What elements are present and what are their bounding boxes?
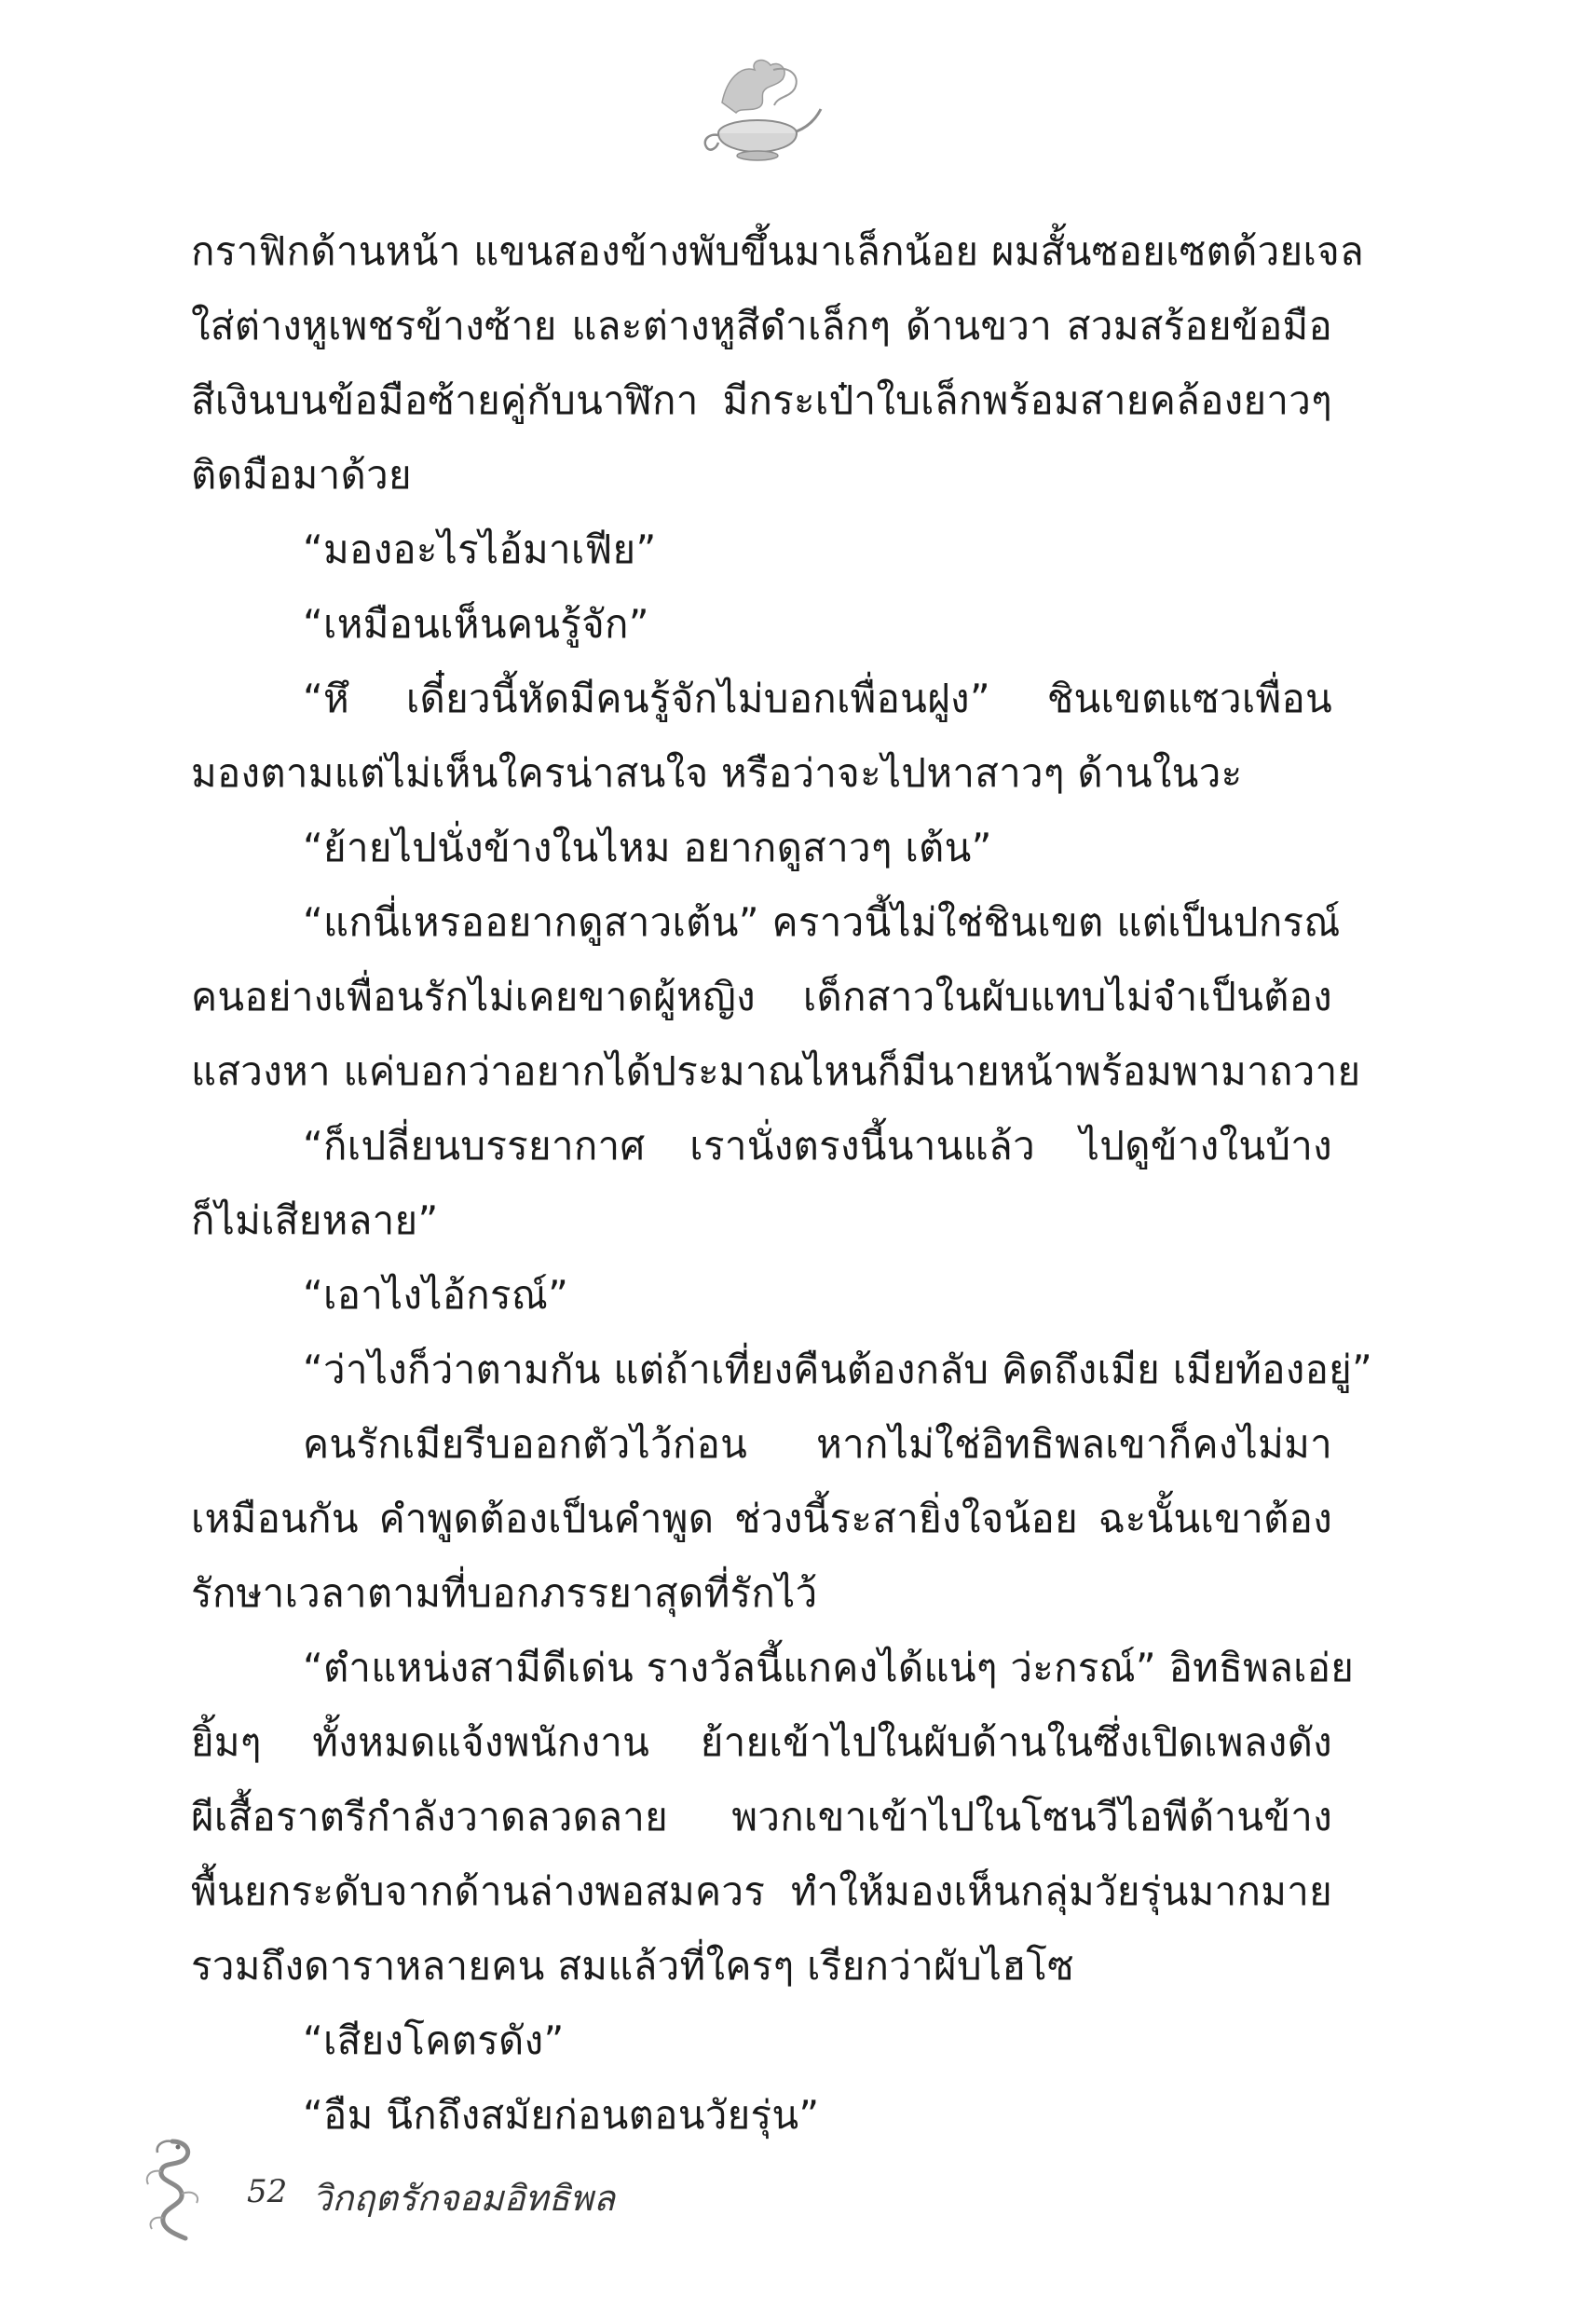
text-line: คนอย่างเพื่อนรักไม่เคยขาดผู้หญิง เด็กสาวในผับแทบไม่จำเป็นต้อง [191,974,1332,1019]
dialogue-line: “เอาไงไอ้กรณ์” [303,1272,569,1318]
text-line: รักษาเวลาตามที่บอกภรรยาสุดที่รักไว้ [191,1570,818,1616]
text-line: พื้นยกระดับจากด้านล่างพอสมควร ทำให้มองเห็นกลุ่มวัยรุ่นมากมาย [191,1868,1332,1914]
page-number: 52 [247,2173,288,2210]
text-line: กราฟิกด้านหน้า แขนสองข้างพับขึ้นมาเล็กน้อย ผมสั้นซอยเซตด้วยเจล [191,228,1365,274]
text-line: รวมถึงดาราหลายคน สมแล้วที่ใครๆ เรียกว่าผับไฮโซ [191,1943,1074,1989]
dialogue-line: “มองอะไรไอ้มาเฟีย” [303,526,657,572]
page-footer [135,2134,694,2246]
text-line: ติดมือมาด้วย [191,452,412,498]
text-line: ก็ไม่เสียหลาย” [191,1197,439,1243]
dialogue-line: “อืม นึกถึงสมัยก่อนตอนวัยรุ่น” [303,2092,820,2138]
text-line: คนรักเมียรีบออกตัวไว้ก่อน หากไม่ใช่อิทธิพลเขาก็คงไม่มา [303,1421,1332,1467]
body-text [191,214,1373,2153]
text-line: มองตามแต่ไม่เห็นใครน่าสนใจ หรือว่าจะไปหาสาวๆ ด้านในวะ [191,750,1243,796]
dialogue-line: “หึ เดี๋ยวนี้หัดมีคนรู้จักไม่บอกเพื่อนฝูง” ชินเขตแซวเพื่อน [303,676,1332,721]
dialogue-line: “เสียงโคตรดัง” [303,2017,565,2063]
genie-lamp-icon [685,51,825,163]
text-line: สีเงินบนข้อมือซ้ายคู่กับนาฬิกา มีกระเป๋าใบเล็กพร้อมสายคล้องยาวๆ [191,377,1332,423]
text-line: แสวงหา แค่บอกว่าอยากได้ประมาณไหนก็มีนายหน้าพร้อมพามาถวาย [191,1048,1361,1094]
dialogue-line: “เหมือนเห็นคนรู้จัก” [303,601,649,647]
text-line: ยิ้มๆ ทั้งหมดแจ้งพนักงาน ย้ายเข้าไปในผับด้านในซึ่งเปิดเพลงดัง [191,1719,1332,1765]
text-line: เหมือนกัน คำพูดต้องเป็นคำพูด ช่วงนี้ระสายิ่งใจน้อย ฉะนั้นเขาต้อง [191,1496,1332,1541]
dragon-ornament-icon [135,2134,210,2246]
text-line: ผีเสื้อราตรีกำลังวาดลวดลาย พวกเขาเข้าไปในโซนวีไอพีด้านข้าง [191,1794,1332,1839]
text-line: ใส่ต่างหูเพชรข้างซ้าย และต่างหูสีดำเล็กๆ ด้านขวา สวมสร้อยข้อมือ [191,303,1332,349]
dialogue-line: “ว่าไงก็ว่าตามกัน แต่ถ้าเที่ยงคืนต้องกลับ คิดถึงเมีย เมียท้องอยู่” [303,1347,1373,1392]
book-title: วิกฤตรักจอมอิทธิพล [312,2178,615,2219]
dialogue-line: “ย้ายไปนั่งข้างในไหม อยากดูสาวๆ เต้น” [303,825,992,870]
dialogue-line: “ก็เปลี่ยนบรรยากาศ เรานั่งตรงนี้นานแล้ว ไปดูข้างในบ้าง [303,1123,1332,1169]
dialogue-line: “แกนี่เหรออยากดูสาวเต้น” คราวนี้ไม่ใช่ชินเขต แต่เป็นปกรณ์ [303,899,1341,945]
dialogue-line: “ตำแหน่งสามีดีเด่น รางวัลนี้แกคงได้แน่ๆ ว่ะกรณ์” อิทธิพลเอ่ย [303,1645,1355,1690]
